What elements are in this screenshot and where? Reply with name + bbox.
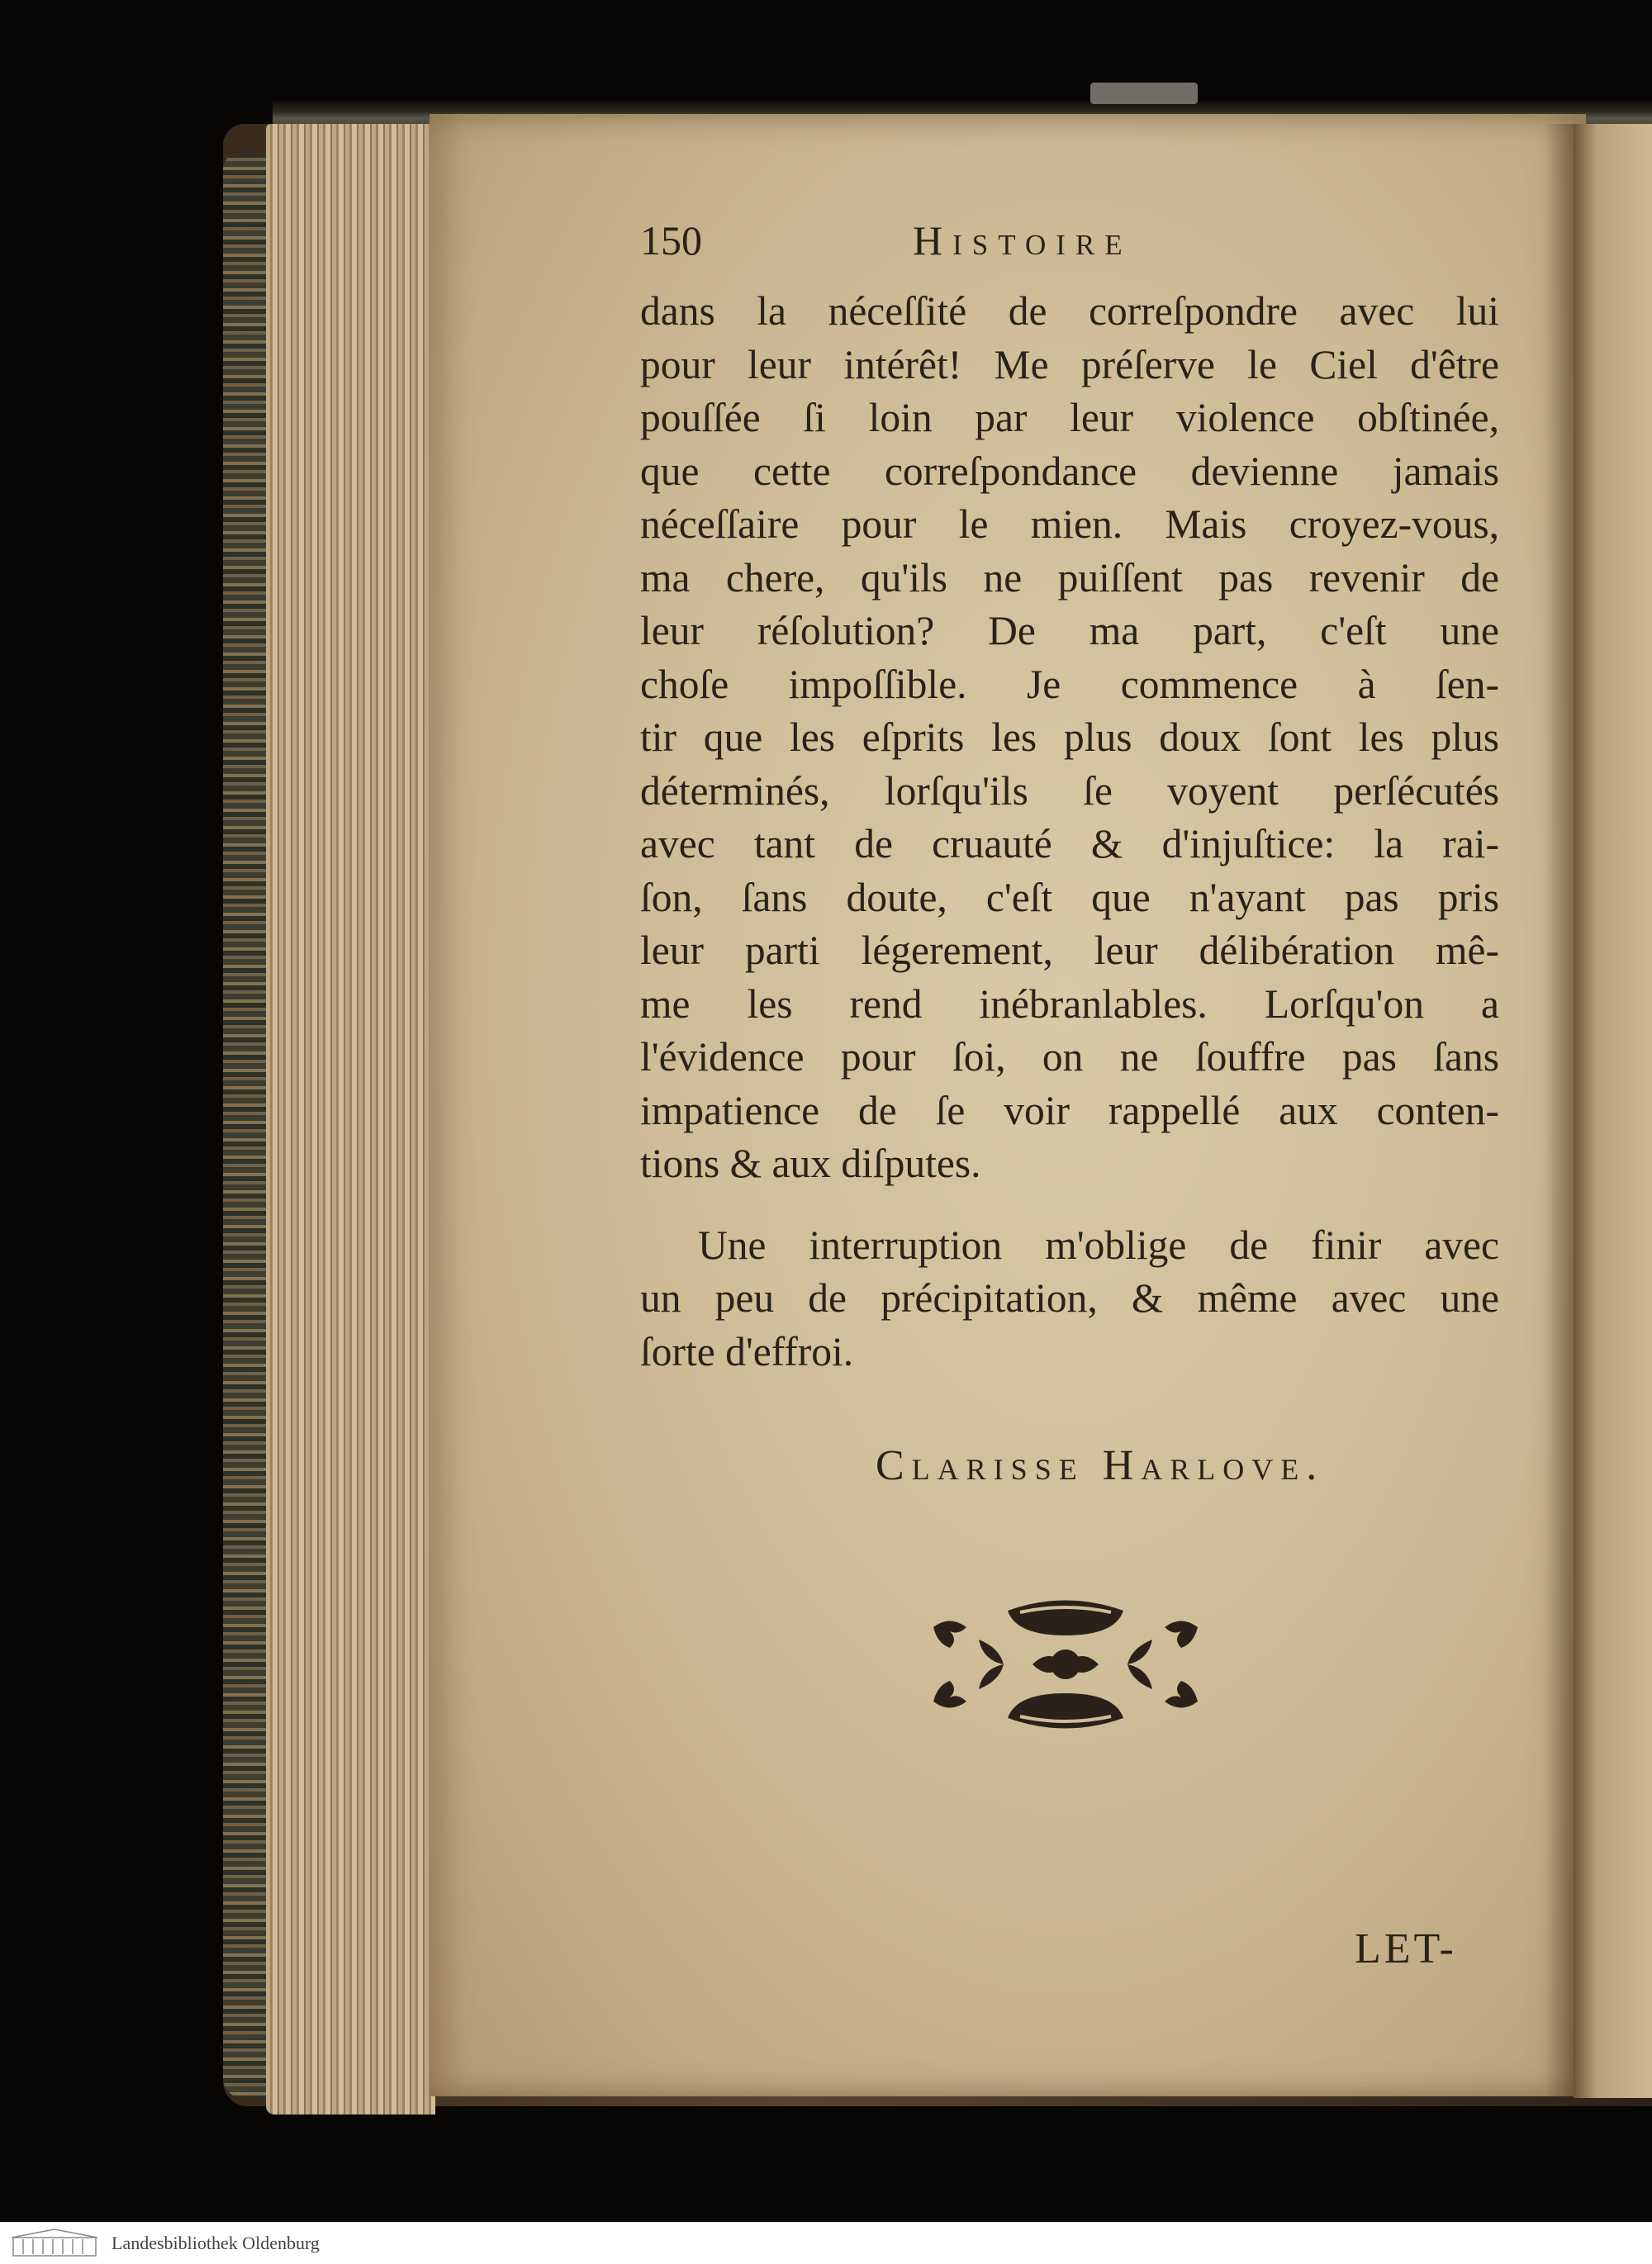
text-line: néceſſaire pour le mien. Mais croyez-vous, xyxy=(640,501,1499,547)
paragraph-1 xyxy=(640,285,1499,1191)
text-line: tir que les eſprits les plus doux ſont les plus xyxy=(640,714,1499,760)
marbled-cover-edge xyxy=(223,153,273,2098)
text-line: que cette correſpondance devienne jamais xyxy=(640,448,1499,494)
library-name: Landesbibliothek Oldenburg xyxy=(112,2233,320,2253)
text-line: ma chere, qu'ils ne puiſſent pas revenir de xyxy=(640,554,1499,600)
text-line: Une interruption m'oblige de finir avec xyxy=(698,1222,1499,1268)
text-line: déterminés, lorſqu'ils ſe voyent perſécutés xyxy=(640,767,1499,814)
text-line: dans la néceſſité de correſpondre avec lui xyxy=(640,288,1499,334)
library-logo-icon xyxy=(10,2228,99,2259)
text-line: impatience de ſe voir rappellé aux conten- xyxy=(640,1087,1499,1133)
text-line: avec tant de cruauté & d'injuſtice: la rai- xyxy=(640,821,1499,866)
catchword: LET- xyxy=(1355,1925,1457,1972)
text-line: leur parti légerement, leur délibération mê- xyxy=(640,928,1499,973)
text-line: pour leur intérêt! Me préſerve le Ciel d'être xyxy=(640,341,1499,387)
page-stack-edge xyxy=(266,124,435,2114)
text-line: choſe impoſſible. Je commence à ſen- xyxy=(640,661,1499,707)
page-header xyxy=(640,216,1499,274)
facing-page-sliver xyxy=(1574,124,1652,2098)
body-text xyxy=(640,285,1499,1379)
paragraph-2 xyxy=(640,1219,1499,1379)
text-line: pouſſée ſi loin par leur violence obſtinée, xyxy=(640,395,1499,440)
text-line: l'évidence pour ſoi, on ne ſouffre pas ſans xyxy=(640,1034,1499,1080)
text-line: me les rend inébranlables. Lorſqu'on a xyxy=(640,980,1499,1027)
text-line: ſorte d'effroi. xyxy=(640,1328,854,1374)
text-line: un peu de précipitation, & même avec une xyxy=(640,1275,1499,1321)
text-line: leur réſolution? De ma part, c'eſt une xyxy=(640,608,1499,653)
running-title: Histoire xyxy=(913,217,1132,263)
footer-bar xyxy=(0,2222,1652,2264)
text-line: ſon, ſans doute, c'eſt que n'ayant pas pris xyxy=(640,874,1499,920)
signature: Clarisse Harlove. xyxy=(876,1442,1325,1489)
book-clasp xyxy=(1090,83,1198,104)
printers-ornament-icon xyxy=(917,1594,1214,1735)
text-line: tions & aux diſputes. xyxy=(640,1141,981,1186)
page-number: 150 xyxy=(640,217,702,263)
